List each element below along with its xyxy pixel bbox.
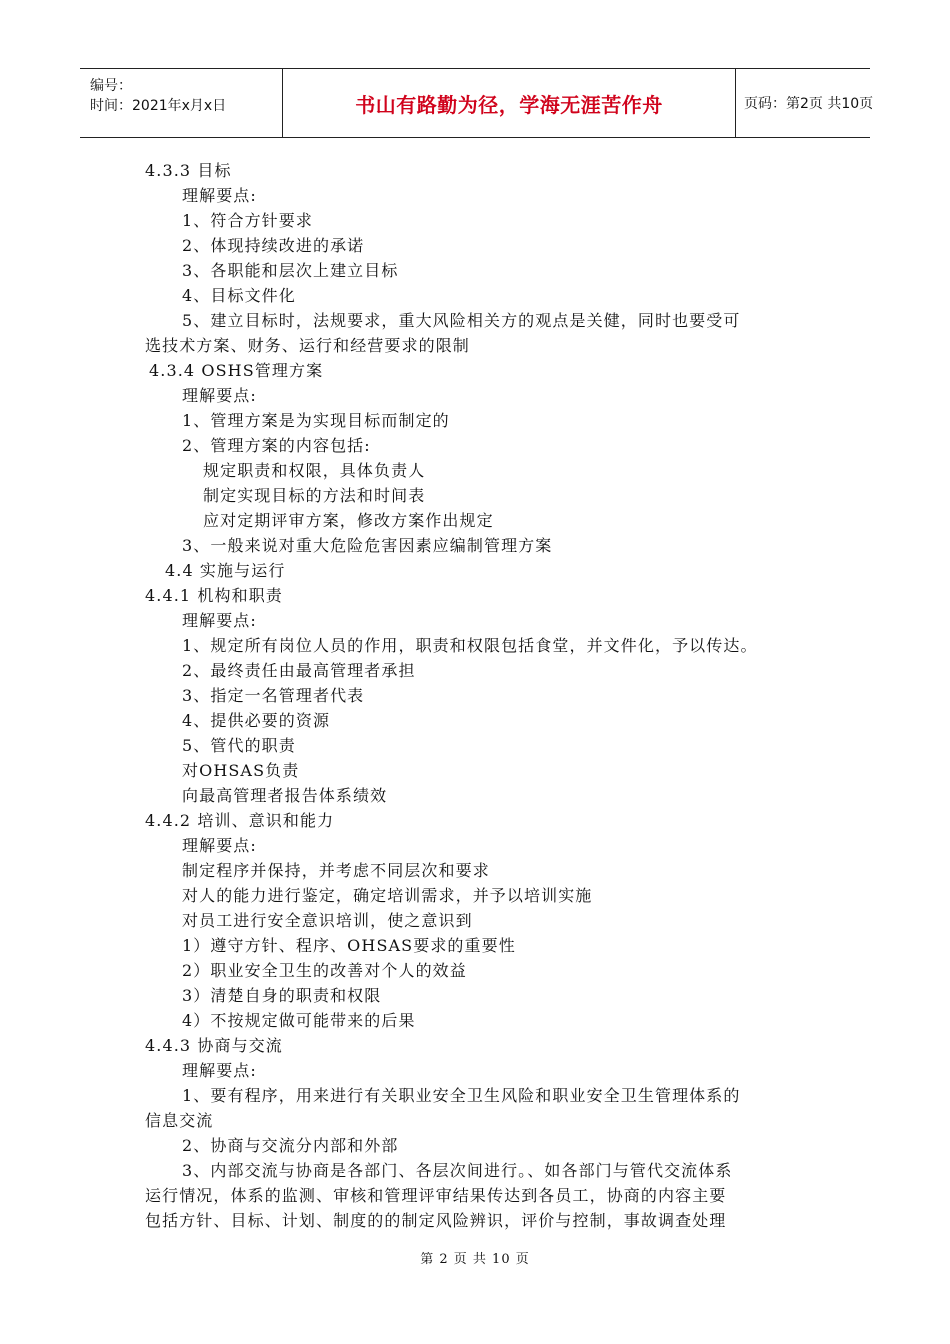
body-line: 3、一般来说对重大危险危害因素应编制管理方案 [182,536,553,555]
body-line: 对OHSAS负责 [182,761,300,780]
body-line: 5、管代的职责 [182,736,296,755]
body-line: 理解要点: [182,186,257,205]
header-page-cell [736,69,878,137]
section-heading: 4.4.2 培训、意识和能力 [145,811,335,830]
body-line: 3、各职能和层次上建立目标 [182,261,399,280]
body-line: 理解要点: [182,1061,257,1080]
body-line: 制定程序并保持，并考虑不同层次和要求 [182,861,490,880]
header-motto: 书山有路勤为径，学海无涯苦作舟 [355,92,663,117]
body-line: 1）遵守方针、程序、OHSAS要求的重要性 [182,936,516,955]
body-line: 4、提供必要的资源 [182,711,331,730]
section-heading: 4.3.3 目标 [145,161,232,180]
body-line: 理解要点: [182,386,257,405]
body-line: 运行情况，体系的监测、审核和管理评审结果传达到各员工，协商的内容主要 [145,1186,727,1205]
page-footer: 第 2 页 共 10 页 [420,1252,530,1267]
body-line: 对人的能力进行鉴定，确定培训需求，并予以培训实施 [182,886,593,905]
page-header [80,68,874,138]
document-number-label: 编号： [90,78,132,94]
body-line: 2、协商与交流分内部和外部 [182,1136,399,1155]
header-page-info: 页码：第2页 共10页 [744,96,874,112]
body-line: 制定实现目标的方法和时间表 [203,486,426,505]
body-line: 理解要点: [182,836,257,855]
body-line: 1、符合方针要求 [182,211,313,230]
body-line: 5、建立目标时，法规要求，重大风险相关方的观点是关健，同时也要受可 [182,311,741,330]
section-heading: 4.4.3 协商与交流 [145,1036,283,1055]
body-line: 向最高管理者报告体系绩效 [182,786,388,805]
body-line: 3、指定一名管理者代表 [182,686,365,705]
body-line: 1、管理方案是为实现目标而制定的 [182,411,450,430]
body-line: 3）清楚自身的职责和权限 [182,986,382,1005]
body-line: 规定职责和权限，具体负责人 [203,461,426,480]
body-line: 理解要点: [182,611,257,630]
header-left-cell [80,69,282,137]
body-line: 应对定期评审方案，修改方案作出规定 [203,511,494,530]
body-line: 1、规定所有岗位人员的作用，职责和权限包括食堂，并文件化，予以传达。 [182,636,758,655]
section-heading: 4.4 实施与运行 [165,561,286,580]
body-line: 信息交流 [145,1111,214,1130]
body-line: 4、目标文件化 [182,286,296,305]
body-line: 3、内部交流与协商是各部门、各层次间进行。、如各部门与管代交流体系 [182,1161,733,1180]
body-line: 选技术方案、财务、运行和经营要求的限制 [145,336,470,355]
section-heading: 4.4.1 机构和职责 [145,586,283,605]
header-motto-cell [282,69,736,137]
body-line: 对员工进行安全意识培训，使之意识到 [182,911,473,930]
body-line: 1、要有程序，用来进行有关职业安全卫生风险和职业安全卫生管理体系的 [182,1086,741,1105]
document-date-label: 时间：2021年x月x日 [90,98,227,114]
section-heading: 4.3.4 OSHS管理方案 [149,361,324,380]
body-line: 2、最终责任由最高管理者承担 [182,661,416,680]
body-line: 2、体现持续改进的承诺 [182,236,365,255]
body-line: 包括方针、目标、计划、制度的的制定风险辨识，评价与控制，事故调查处理 [145,1211,727,1230]
body-line: 2、管理方案的内容包括: [182,436,371,455]
body-line: 2）职业安全卫生的改善对个人的效益 [182,961,467,980]
body-line: 4）不按规定做可能带来的后果 [182,1011,416,1030]
